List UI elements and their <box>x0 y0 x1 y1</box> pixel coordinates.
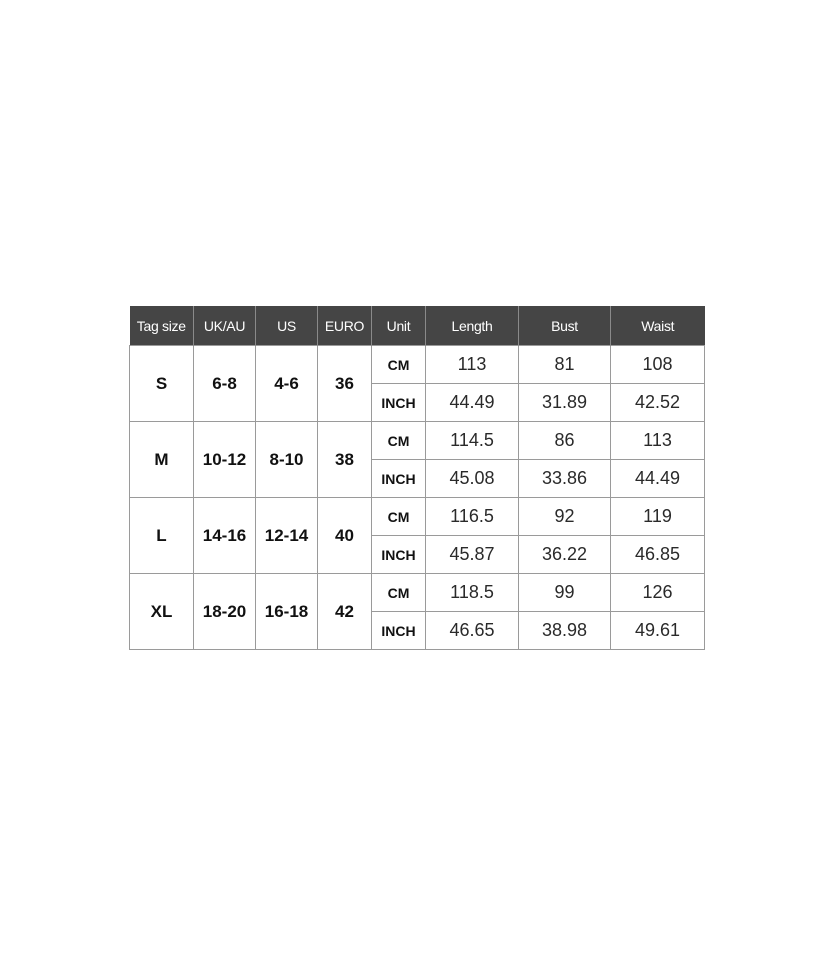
length-cell: 114.5 <box>426 422 519 460</box>
header-unit: Unit <box>372 306 426 346</box>
header-us: US <box>256 306 318 346</box>
length-cell: 113 <box>426 346 519 384</box>
tag-size-cell: L <box>130 498 194 574</box>
table-row <box>130 346 705 384</box>
waist-cell: 44.49 <box>611 460 705 498</box>
bust-cell: 38.98 <box>519 612 611 650</box>
length-cell: 116.5 <box>426 498 519 536</box>
unit-cell: INCH <box>372 460 426 498</box>
waist-cell: 119 <box>611 498 705 536</box>
header-uk-au: UK/AU <box>194 306 256 346</box>
waist-cell: 113 <box>611 422 705 460</box>
bust-cell: 86 <box>519 422 611 460</box>
length-cell: 45.87 <box>426 536 519 574</box>
length-cell: 45.08 <box>426 460 519 498</box>
waist-cell: 108 <box>611 346 705 384</box>
waist-cell: 49.61 <box>611 612 705 650</box>
us-cell: 16-18 <box>256 574 318 650</box>
bust-cell: 81 <box>519 346 611 384</box>
unit-cell: INCH <box>372 384 426 422</box>
uk-au-cell: 6-8 <box>194 346 256 422</box>
unit-cell: CM <box>372 346 426 384</box>
bust-cell: 31.89 <box>519 384 611 422</box>
header-euro: EURO <box>318 306 372 346</box>
header-row <box>130 306 705 346</box>
unit-cell: CM <box>372 498 426 536</box>
length-cell: 44.49 <box>426 384 519 422</box>
header-bust: Bust <box>519 306 611 346</box>
bust-cell: 36.22 <box>519 536 611 574</box>
waist-cell: 46.85 <box>611 536 705 574</box>
tag-size-cell: S <box>130 346 194 422</box>
tag-size-cell: XL <box>130 574 194 650</box>
table-row <box>130 422 705 460</box>
length-cell: 118.5 <box>426 574 519 612</box>
euro-cell: 36 <box>318 346 372 422</box>
bust-cell: 92 <box>519 498 611 536</box>
us-cell: 4-6 <box>256 346 318 422</box>
euro-cell: 38 <box>318 422 372 498</box>
bust-cell: 33.86 <box>519 460 611 498</box>
tag-size-cell: M <box>130 422 194 498</box>
table-row <box>130 498 705 536</box>
waist-cell: 42.52 <box>611 384 705 422</box>
header-length: Length <box>426 306 519 346</box>
unit-cell: INCH <box>372 612 426 650</box>
uk-au-cell: 14-16 <box>194 498 256 574</box>
euro-cell: 40 <box>318 498 372 574</box>
table-row <box>130 574 705 612</box>
euro-cell: 42 <box>318 574 372 650</box>
unit-cell: CM <box>372 574 426 612</box>
uk-au-cell: 18-20 <box>194 574 256 650</box>
size-chart-table <box>129 306 705 650</box>
us-cell: 12-14 <box>256 498 318 574</box>
uk-au-cell: 10-12 <box>194 422 256 498</box>
unit-cell: CM <box>372 422 426 460</box>
bust-cell: 99 <box>519 574 611 612</box>
unit-cell: INCH <box>372 536 426 574</box>
header-waist: Waist <box>611 306 705 346</box>
header-tag-size: Tag size <box>130 306 194 346</box>
waist-cell: 126 <box>611 574 705 612</box>
us-cell: 8-10 <box>256 422 318 498</box>
length-cell: 46.65 <box>426 612 519 650</box>
